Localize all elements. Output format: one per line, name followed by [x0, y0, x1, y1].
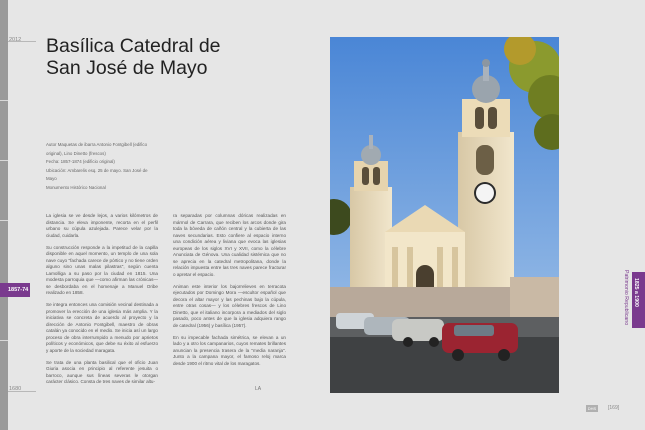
paragraph: Animan este interior los bajorrelieves en terracota ejecutados por Domingo Mora —escultor español que decora el altar mayor y las pechinas bajo la cúpula, entre otras cosas— y los célebres frescos de Lino Dinetto, que el italiano incorpora a mediados del siglo pasado, poco antes de que la iglesia adquiera rango de catedral (1956) y basílica (1957).: [173, 283, 286, 328]
paragraph: La iglesia se ve desde lejos, a varios kilómetros de distancia. Se eleva imponente, recorta en el perfil urbano su cúpula azulejada. Parece velar por la ciudad, cuidarla.: [46, 213, 158, 238]
meta-line: Autor Maquetas de ibarra Antonio Fontgibell (edifico: [46, 142, 148, 147]
section-period: 1825 a 1900: [633, 278, 639, 307]
timeline-bottom-year: 1680: [9, 386, 22, 392]
page-number: [169]: [608, 405, 620, 411]
timeline-top-year: 2012: [9, 37, 22, 43]
body-column-1: [46, 213, 158, 391]
paragraph: Su construcción responde a la impetitud de la capilla disponible en aquel momento, un templo de una sola nave cuyo "fachada carece de pórtico y no tiene orden alguno sino unas malas pilastras", según cuenta Lamolliga a su paso por la ciudad en 1815. Una modesta parroquia que —como afirman las crónicas— se desbordaba en el homenaje a Manuel Oribe realizado en 1858.: [46, 244, 158, 295]
paragraph: Se trata de una planta basilical que el oficio Juan Giuria asocia en principio al referente jesuita o barroco, aunque sus líneas severas le otorgan carácter clásico. Consta de tres naves de similar altu-: [46, 359, 158, 384]
timeline-strip: [0, 0, 8, 430]
footer-badge: DHS: [587, 406, 597, 411]
body-column-2: [173, 213, 286, 373]
timeline-divider: [0, 160, 8, 161]
timeline-divider: [0, 340, 8, 341]
meta-line: Monumento Histórico Nacional: [46, 184, 106, 190]
meta-line: original), Lino Dinetto (frescos): [46, 150, 106, 156]
paragraph: En su impecable fachada simétrica, se elevan a un lado y a otro los campanarios, cuyos remates brillantes anuncian la presencia trasera de la "media naranja". Junto a la campana mayor, el famoso reloj marca desde 1900 el ritmo vital de los maragatos.: [173, 334, 286, 366]
continued-marker: LA: [255, 386, 262, 392]
cathedral-photo: [330, 37, 559, 393]
section-label: Patrimonio Republicano: [623, 270, 629, 326]
meta-line: Mayo: [46, 176, 57, 182]
title-line-2: San José de Mayo: [46, 57, 208, 79]
meta-line: Fecha: 1857-1874 (edificio original): [46, 159, 115, 165]
page-title: [46, 35, 286, 79]
meta-line: Ubicación: Ambarelis esq. 25 de mayo. San José de: [46, 167, 148, 173]
building-metadata: [46, 141, 166, 193]
timeline-current-year: 1857-74: [8, 287, 29, 293]
timeline-divider: [0, 220, 8, 221]
timeline-divider: [0, 100, 8, 101]
timeline-current-marker: [0, 283, 30, 297]
paragraph: ra separadas por columnas dóricas realizadas en mármol de Carrara, que reciben los arcos donde gira toda la bóveda de cañón central y la cubierta de las naves secundarias. Esto confiere al espacio interno una condición aérea y liviana que evoca las iglesias europeas de los siglos XVI y XVII, como la célebre Anunciata de Génova. Una cualidad sistémica que no se aprecia en la catedral metropolitana, donde la relación impuesta entre las tres naves parece fracturar o apretar el espacio.: [173, 213, 286, 277]
paragraph: Se integra entonces una comisión vecinal destinada a promover la erección de una iglesia más amplia. Y la iniciativa se concreta de acuerdo al proyecto y la dirección de Antonio Fontgibell, maestro de obras catalán ya conocido en el medio. Se inicia así un largo proceso de obra interrumpido a menudo por aprietos políticos y económicos, que debe su éxito al esfuerzo y aporte de la sociedad maragata.: [46, 302, 158, 353]
title-line-1: Basílica Catedral de: [46, 35, 221, 57]
